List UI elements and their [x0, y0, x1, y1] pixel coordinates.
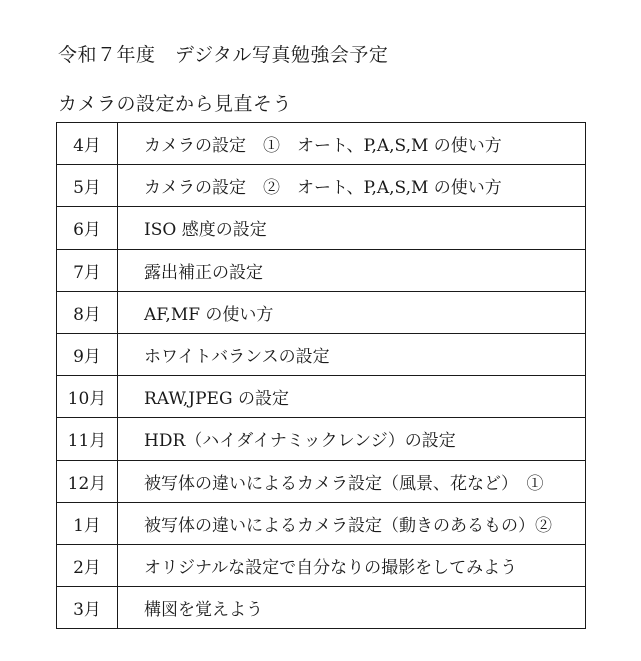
- month-cell: 4月: [57, 123, 118, 165]
- topic-cell: RAW,JPEG の設定: [118, 376, 586, 418]
- month-cell: 3月: [57, 587, 118, 629]
- topic-cell: 被写体の違いによるカメラ設定（動きのあるもの）②: [118, 502, 586, 544]
- month-cell: 10月: [57, 376, 118, 418]
- month-cell: 5月: [57, 165, 118, 207]
- topic-cell: ホワイトバランスの設定: [118, 333, 586, 375]
- topic-cell: HDR（ハイダイナミックレンジ）の設定: [118, 418, 586, 460]
- topic-cell: 構図を覚えよう: [118, 587, 586, 629]
- schedule-table: [56, 122, 586, 629]
- table-row: [57, 587, 586, 629]
- topic-cell: AF,MF の使い方: [118, 291, 586, 333]
- table-row: [57, 123, 586, 165]
- table-row: [57, 418, 586, 460]
- page-title: 令和７年度 デジタル写真勉強会予定: [58, 44, 389, 66]
- table-row: [57, 165, 586, 207]
- topic-cell: オリジナルな設定で自分なりの撮影をしてみよう: [118, 544, 586, 586]
- table-row: [57, 502, 586, 544]
- topic-cell: カメラの設定 ② オート、P,A,S,M の使い方: [118, 165, 586, 207]
- month-cell: 9月: [57, 333, 118, 375]
- month-cell: 8月: [57, 291, 118, 333]
- month-cell: 6月: [57, 207, 118, 249]
- table-row: [57, 207, 586, 249]
- month-cell: 7月: [57, 249, 118, 291]
- table-row: [57, 333, 586, 375]
- month-cell: 1月: [57, 502, 118, 544]
- month-cell: 12月: [57, 460, 118, 502]
- table-row: [57, 291, 586, 333]
- topic-cell: 被写体の違いによるカメラ設定（風景、花など） ①: [118, 460, 586, 502]
- topic-cell: 露出補正の設定: [118, 249, 586, 291]
- table-row: [57, 376, 586, 418]
- topic-cell: カメラの設定 ① オート、P,A,S,M の使い方: [118, 123, 586, 165]
- table-row: [57, 249, 586, 291]
- table-row: [57, 544, 586, 586]
- month-cell: 11月: [57, 418, 118, 460]
- page-subtitle: カメラの設定から見直そう: [58, 93, 293, 115]
- topic-cell: ISO 感度の設定: [118, 207, 586, 249]
- month-cell: 2月: [57, 544, 118, 586]
- table-row: [57, 460, 586, 502]
